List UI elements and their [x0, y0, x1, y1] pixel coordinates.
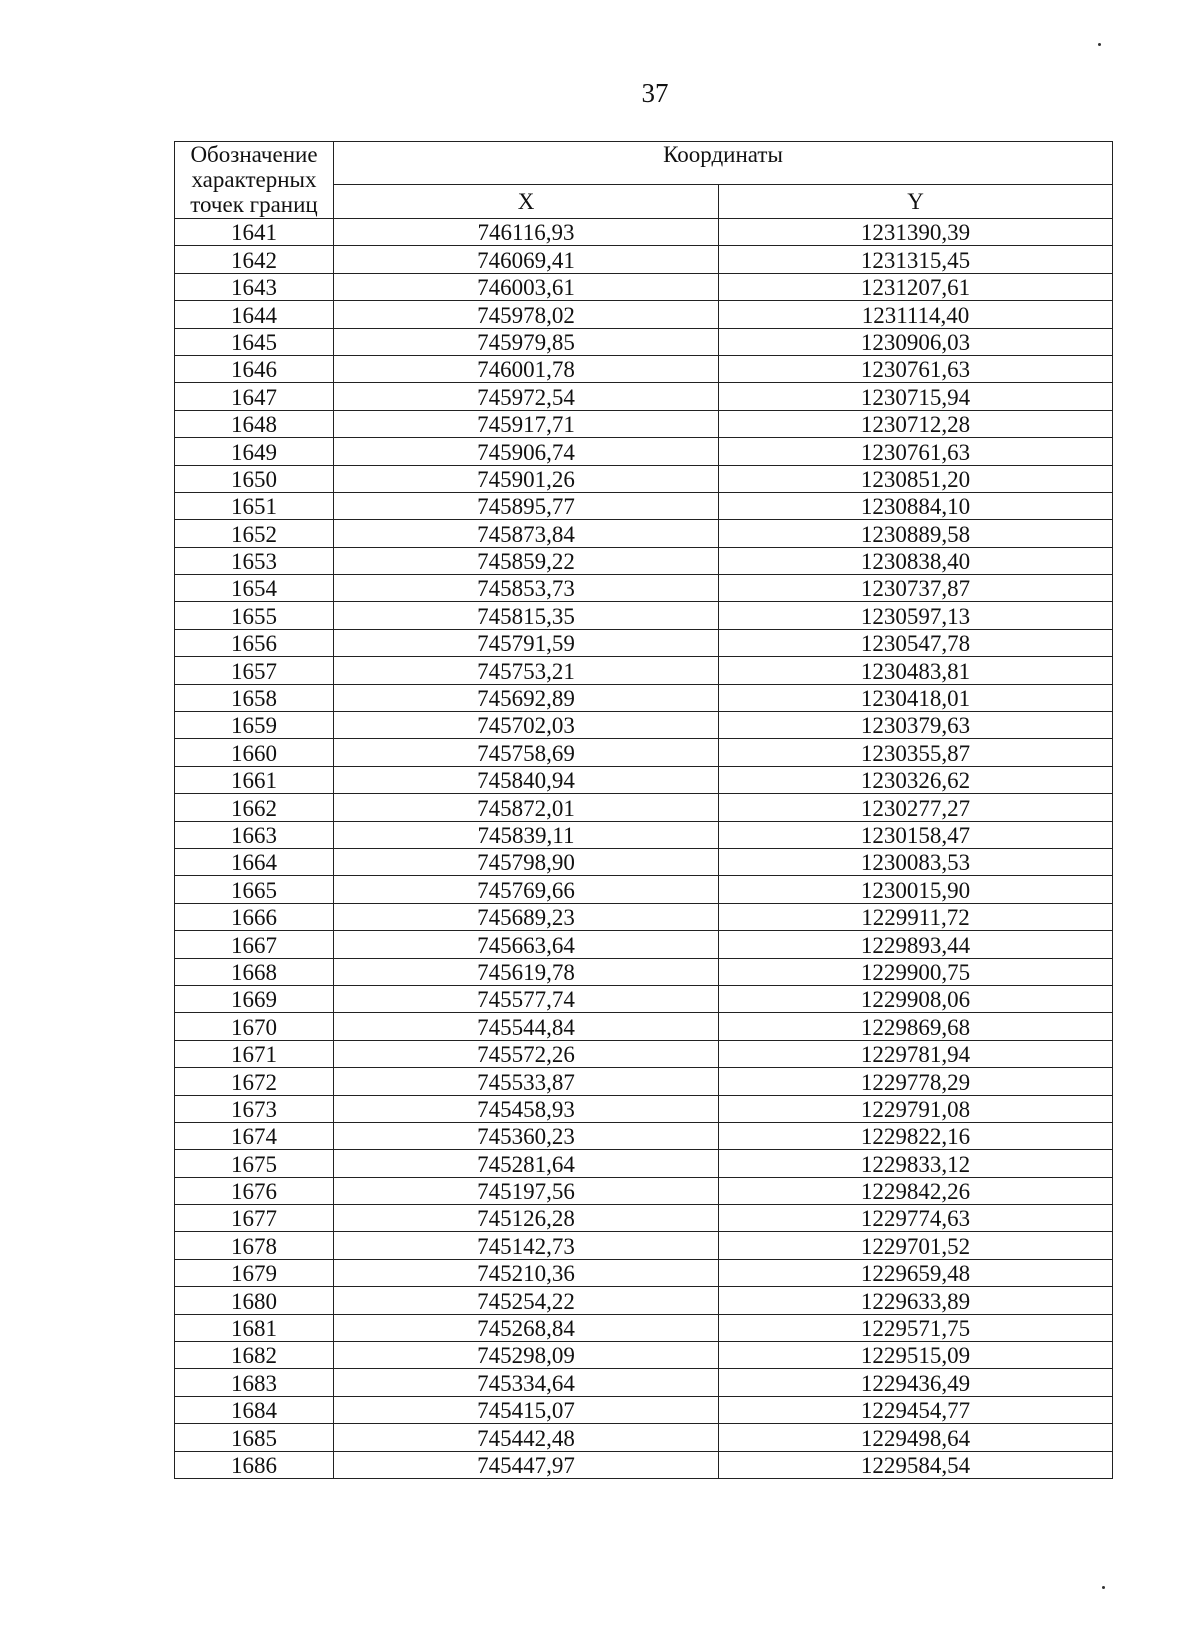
y-coordinate-cell: 1230737,87: [719, 575, 1113, 602]
point-id-cell: 1684: [175, 1396, 334, 1423]
table-row: [175, 1232, 1113, 1259]
x-coordinate-cell: 745458,93: [334, 1095, 719, 1122]
x-coordinate-cell: 745702,03: [334, 712, 719, 739]
point-id-cell: 1683: [175, 1369, 334, 1396]
table-body: [175, 219, 1113, 1479]
x-coordinate-cell: 745798,90: [334, 848, 719, 875]
point-id-cell: 1656: [175, 629, 334, 656]
y-coordinate-cell: 1229822,16: [719, 1122, 1113, 1149]
y-coordinate-cell: 1230277,27: [719, 794, 1113, 821]
table-row: [175, 931, 1113, 958]
x-coordinate-cell: 745142,73: [334, 1232, 719, 1259]
table-row: [175, 520, 1113, 547]
table-row: [175, 985, 1113, 1012]
point-id-cell: 1686: [175, 1451, 334, 1478]
table-row: [175, 273, 1113, 300]
point-id-cell: 1674: [175, 1122, 334, 1149]
coordinates-table: [174, 141, 1113, 1479]
table-row: [175, 1095, 1113, 1122]
x-coordinate-cell: 745873,84: [334, 520, 719, 547]
x-coordinate-cell: 745334,64: [334, 1369, 719, 1396]
y-coordinate-cell: 1229515,09: [719, 1342, 1113, 1369]
point-id-cell: 1653: [175, 547, 334, 574]
table-row: [175, 1177, 1113, 1204]
y-coordinate-cell: 1229900,75: [719, 958, 1113, 985]
table-row: [175, 492, 1113, 519]
x-coordinate-cell: 745254,22: [334, 1287, 719, 1314]
x-coordinate-cell: 745839,11: [334, 821, 719, 848]
x-coordinate-cell: 745197,56: [334, 1177, 719, 1204]
y-coordinate-cell: 1229893,44: [719, 931, 1113, 958]
x-coordinate-cell: 746116,93: [334, 219, 719, 246]
table-row: [175, 1068, 1113, 1095]
x-coordinate-cell: 745268,84: [334, 1314, 719, 1341]
table-row: [175, 246, 1113, 273]
x-coordinate-cell: 745360,23: [334, 1122, 719, 1149]
y-coordinate-cell: 1230597,13: [719, 602, 1113, 629]
point-id-cell: 1681: [175, 1314, 334, 1341]
point-id-cell: 1668: [175, 958, 334, 985]
table-row: [175, 1287, 1113, 1314]
y-coordinate-cell: 1230889,58: [719, 520, 1113, 547]
point-id-cell: 1680: [175, 1287, 334, 1314]
x-coordinate-cell: 745298,09: [334, 1342, 719, 1369]
page-number: 37: [641, 78, 669, 108]
point-id-cell: 1672: [175, 1068, 334, 1095]
table-header: [175, 142, 1113, 219]
y-coordinate-cell: 1229791,08: [719, 1095, 1113, 1122]
table-row: [175, 1205, 1113, 1232]
y-coordinate-cell: 1229842,26: [719, 1177, 1113, 1204]
point-id-cell: 1677: [175, 1205, 334, 1232]
point-id-cell: 1652: [175, 520, 334, 547]
y-coordinate-cell: 1231114,40: [719, 301, 1113, 328]
y-coordinate-cell: 1229869,68: [719, 1013, 1113, 1040]
y-coordinate-cell: 1229584,54: [719, 1451, 1113, 1478]
point-id-cell: 1655: [175, 602, 334, 629]
table-row: [175, 1314, 1113, 1341]
point-id-cell: 1666: [175, 903, 334, 930]
point-id-cell: 1644: [175, 301, 334, 328]
point-id-cell: 1658: [175, 684, 334, 711]
y-coordinate-cell: 1229659,48: [719, 1259, 1113, 1286]
table-row: [175, 219, 1113, 246]
x-coordinate-cell: 745415,07: [334, 1396, 719, 1423]
point-id-cell: 1676: [175, 1177, 334, 1204]
point-id-cell: 1643: [175, 273, 334, 300]
table-row: [175, 1150, 1113, 1177]
y-coordinate-cell: 1230715,94: [719, 383, 1113, 410]
table-row: [175, 657, 1113, 684]
y-coordinate-cell: 1229908,06: [719, 985, 1113, 1012]
x-coordinate-cell: 745791,59: [334, 629, 719, 656]
table-row: [175, 794, 1113, 821]
x-coordinate-cell: 745853,73: [334, 575, 719, 602]
table-row: [175, 1013, 1113, 1040]
point-id-cell: 1657: [175, 657, 334, 684]
point-id-cell: 1664: [175, 848, 334, 875]
point-id-cell: 1647: [175, 383, 334, 410]
y-coordinate-cell: 1231390,39: [719, 219, 1113, 246]
point-id-cell: 1646: [175, 355, 334, 382]
y-coordinate-cell: 1230906,03: [719, 328, 1113, 355]
point-id-cell: 1641: [175, 219, 334, 246]
x-coordinate-cell: 745663,64: [334, 931, 719, 958]
x-coordinate-cell: 745442,48: [334, 1424, 719, 1451]
y-coordinate-cell: 1229911,72: [719, 903, 1113, 930]
scan-speck: [1098, 43, 1101, 46]
point-id-cell: 1649: [175, 438, 334, 465]
point-designation-header: Обозначение характерных точек границ: [175, 142, 334, 219]
x-coordinate-cell: 745979,85: [334, 328, 719, 355]
point-id-cell: 1667: [175, 931, 334, 958]
point-id-cell: 1678: [175, 1232, 334, 1259]
point-id-cell: 1662: [175, 794, 334, 821]
x-coordinate-cell: 746003,61: [334, 273, 719, 300]
point-id-cell: 1670: [175, 1013, 334, 1040]
point-id-cell: 1669: [175, 985, 334, 1012]
x-coordinate-cell: 745619,78: [334, 958, 719, 985]
table-row: [175, 1122, 1113, 1149]
x-coordinate-cell: 745758,69: [334, 739, 719, 766]
y-coordinate-cell: 1230761,63: [719, 438, 1113, 465]
y-coordinate-cell: 1231207,61: [719, 273, 1113, 300]
table-row: [175, 958, 1113, 985]
point-id-cell: 1665: [175, 876, 334, 903]
table-row: [175, 1040, 1113, 1067]
x-coordinate-cell: 745815,35: [334, 602, 719, 629]
x-coordinate-cell: 745917,71: [334, 410, 719, 437]
y-coordinate-cell: 1230712,28: [719, 410, 1113, 437]
x-coordinate-cell: 745872,01: [334, 794, 719, 821]
table-row: [175, 629, 1113, 656]
y-coordinate-cell: 1230483,81: [719, 657, 1113, 684]
x-coordinate-cell: 745692,89: [334, 684, 719, 711]
y-coordinate-cell: 1230547,78: [719, 629, 1113, 656]
y-coordinate-cell: 1230838,40: [719, 547, 1113, 574]
table-row: [175, 1451, 1113, 1478]
x-coordinate-cell: 745689,23: [334, 903, 719, 930]
x-coordinate-cell: 745447,97: [334, 1451, 719, 1478]
x-coordinate-cell: 746069,41: [334, 246, 719, 273]
y-coordinate-cell: 1230418,01: [719, 684, 1113, 711]
y-coordinate-cell: 1229633,89: [719, 1287, 1113, 1314]
table-row: [175, 438, 1113, 465]
x-coordinate-cell: 745840,94: [334, 766, 719, 793]
point-id-cell: 1685: [175, 1424, 334, 1451]
table-row: [175, 602, 1113, 629]
table-row: [175, 1424, 1113, 1451]
x-coordinate-cell: 745859,22: [334, 547, 719, 574]
table-row: [175, 1259, 1113, 1286]
point-id-cell: 1675: [175, 1150, 334, 1177]
table-row: [175, 575, 1113, 602]
table-row: [175, 739, 1113, 766]
x-coordinate-cell: 745210,36: [334, 1259, 719, 1286]
x-column-header: X: [334, 185, 719, 219]
y-coordinate-cell: 1229454,77: [719, 1396, 1113, 1423]
table-row: [175, 876, 1113, 903]
x-coordinate-cell: 745906,74: [334, 438, 719, 465]
point-id-cell: 1659: [175, 712, 334, 739]
y-coordinate-cell: 1230083,53: [719, 848, 1113, 875]
table-row: [175, 1369, 1113, 1396]
table-row: [175, 684, 1113, 711]
y-coordinate-cell: 1230015,90: [719, 876, 1113, 903]
point-id-cell: 1682: [175, 1342, 334, 1369]
x-coordinate-cell: 745577,74: [334, 985, 719, 1012]
table-row: [175, 355, 1113, 382]
y-coordinate-cell: 1230884,10: [719, 492, 1113, 519]
y-coordinate-cell: 1229774,63: [719, 1205, 1113, 1232]
y-coordinate-cell: 1230851,20: [719, 465, 1113, 492]
point-id-cell: 1671: [175, 1040, 334, 1067]
y-coordinate-cell: 1230761,63: [719, 355, 1113, 382]
point-id-cell: 1650: [175, 465, 334, 492]
table-row: [175, 903, 1113, 930]
y-coordinate-cell: 1229498,64: [719, 1424, 1113, 1451]
x-coordinate-cell: 745544,84: [334, 1013, 719, 1040]
table-row: [175, 821, 1113, 848]
x-coordinate-cell: 745572,26: [334, 1040, 719, 1067]
scan-speck: [1102, 1586, 1105, 1589]
point-id-cell: 1661: [175, 766, 334, 793]
x-coordinate-cell: 745769,66: [334, 876, 719, 903]
y-column-header: Y: [719, 185, 1113, 219]
y-coordinate-cell: 1229833,12: [719, 1150, 1113, 1177]
table-row: [175, 1342, 1113, 1369]
y-coordinate-cell: 1229571,75: [719, 1314, 1113, 1341]
x-coordinate-cell: 745972,54: [334, 383, 719, 410]
table-row: [175, 301, 1113, 328]
y-coordinate-cell: 1230379,63: [719, 712, 1113, 739]
point-id-cell: 1673: [175, 1095, 334, 1122]
coordinates-group-header: Координаты: [334, 142, 1113, 185]
point-id-cell: 1642: [175, 246, 334, 273]
table-row: [175, 848, 1113, 875]
x-coordinate-cell: 745281,64: [334, 1150, 719, 1177]
y-coordinate-cell: 1231315,45: [719, 246, 1113, 273]
y-coordinate-cell: 1230355,87: [719, 739, 1113, 766]
y-coordinate-cell: 1229436,49: [719, 1369, 1113, 1396]
x-coordinate-cell: 745895,77: [334, 492, 719, 519]
x-coordinate-cell: 745126,28: [334, 1205, 719, 1232]
point-id-cell: 1645: [175, 328, 334, 355]
y-coordinate-cell: 1229778,29: [719, 1068, 1113, 1095]
table-row: [175, 766, 1113, 793]
point-id-cell: 1648: [175, 410, 334, 437]
x-coordinate-cell: 746001,78: [334, 355, 719, 382]
y-coordinate-cell: 1230158,47: [719, 821, 1113, 848]
y-coordinate-cell: 1230326,62: [719, 766, 1113, 793]
table-row: [175, 383, 1113, 410]
table-row: [175, 465, 1113, 492]
table-row: [175, 328, 1113, 355]
x-coordinate-cell: 745753,21: [334, 657, 719, 684]
y-coordinate-cell: 1229701,52: [719, 1232, 1113, 1259]
x-coordinate-cell: 745533,87: [334, 1068, 719, 1095]
table-row: [175, 547, 1113, 574]
x-coordinate-cell: 745978,02: [334, 301, 719, 328]
point-id-cell: 1663: [175, 821, 334, 848]
point-id-cell: 1651: [175, 492, 334, 519]
y-coordinate-cell: 1229781,94: [719, 1040, 1113, 1067]
point-id-cell: 1654: [175, 575, 334, 602]
table-row: [175, 712, 1113, 739]
point-id-cell: 1660: [175, 739, 334, 766]
table-row: [175, 1396, 1113, 1423]
x-coordinate-cell: 745901,26: [334, 465, 719, 492]
point-id-cell: 1679: [175, 1259, 334, 1286]
table-row: [175, 410, 1113, 437]
